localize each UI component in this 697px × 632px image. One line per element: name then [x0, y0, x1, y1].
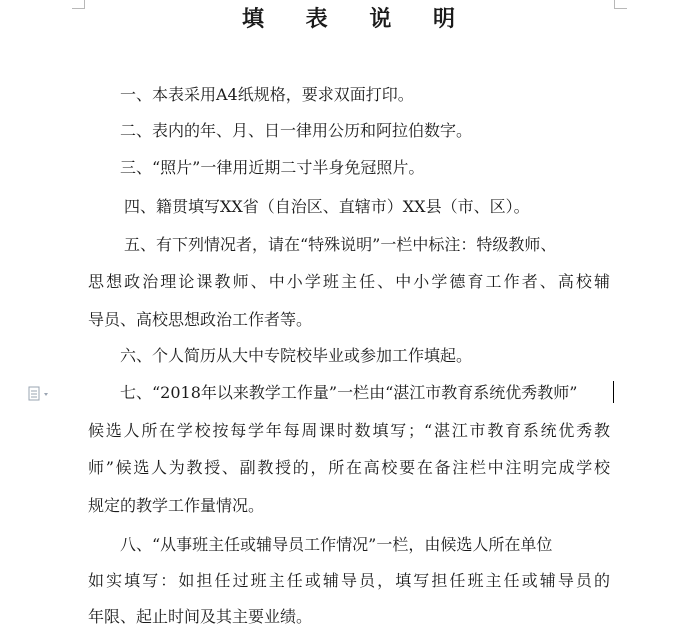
instruction-line-3: 三、“照片”一律用近期二寸半身免冠照片。 [120, 158, 425, 177]
instruction-line-4: 四、籍贯填写XX省（自治区、直辖市）XX县（市、区）。 [124, 197, 530, 216]
instruction-line-7a: 七、“2018年以来教学工作量”一栏由“湛江市教育系统优秀教师” [120, 383, 578, 402]
instruction-line-7d: 规定的教学工作量情况。 [88, 496, 265, 515]
instruction-line-1: 一、本表采用A4纸规格，要求双面打印。 [120, 85, 414, 104]
instruction-line-5a: 五、有下列情况者，请在“特殊说明”一栏中标注：特级教师、 [124, 235, 557, 254]
instruction-line-8b: 如实填写：如担任过班主任或辅导员，填写担任班主任或辅导员的 [88, 571, 610, 590]
instruction-line-7b: 候选人所在学校按每学年每周课时数填写；“湛江市教育系统优秀教 [88, 421, 610, 440]
instruction-line-5b: 思想政治理论课教师、中小学班主任、中小学德育工作者、高校辅 [88, 272, 610, 291]
instruction-line-2: 二、表内的年、月、日一律用公历和阿拉伯数字。 [120, 121, 473, 140]
paragraph-marker-icon[interactable] [28, 386, 54, 402]
instruction-line-8a: 八、“从事班主任或辅导员工作情况”一栏，由候选人所在单位 [120, 535, 553, 554]
instruction-line-7c: 师”候选人为教授、副教授的，所在高校要在备注栏中注明完成学校 [88, 458, 610, 477]
document-title: 填 表 说 明 [242, 7, 472, 32]
text-cursor [613, 381, 614, 403]
instruction-line-5c: 导员、高校思想政治工作者等。 [88, 310, 313, 329]
instruction-line-8c: 年限、起止时间及其主要业绩。 [88, 607, 313, 626]
instruction-line-6: 六、个人简历从大中专院校毕业或参加工作填起。 [120, 346, 473, 365]
